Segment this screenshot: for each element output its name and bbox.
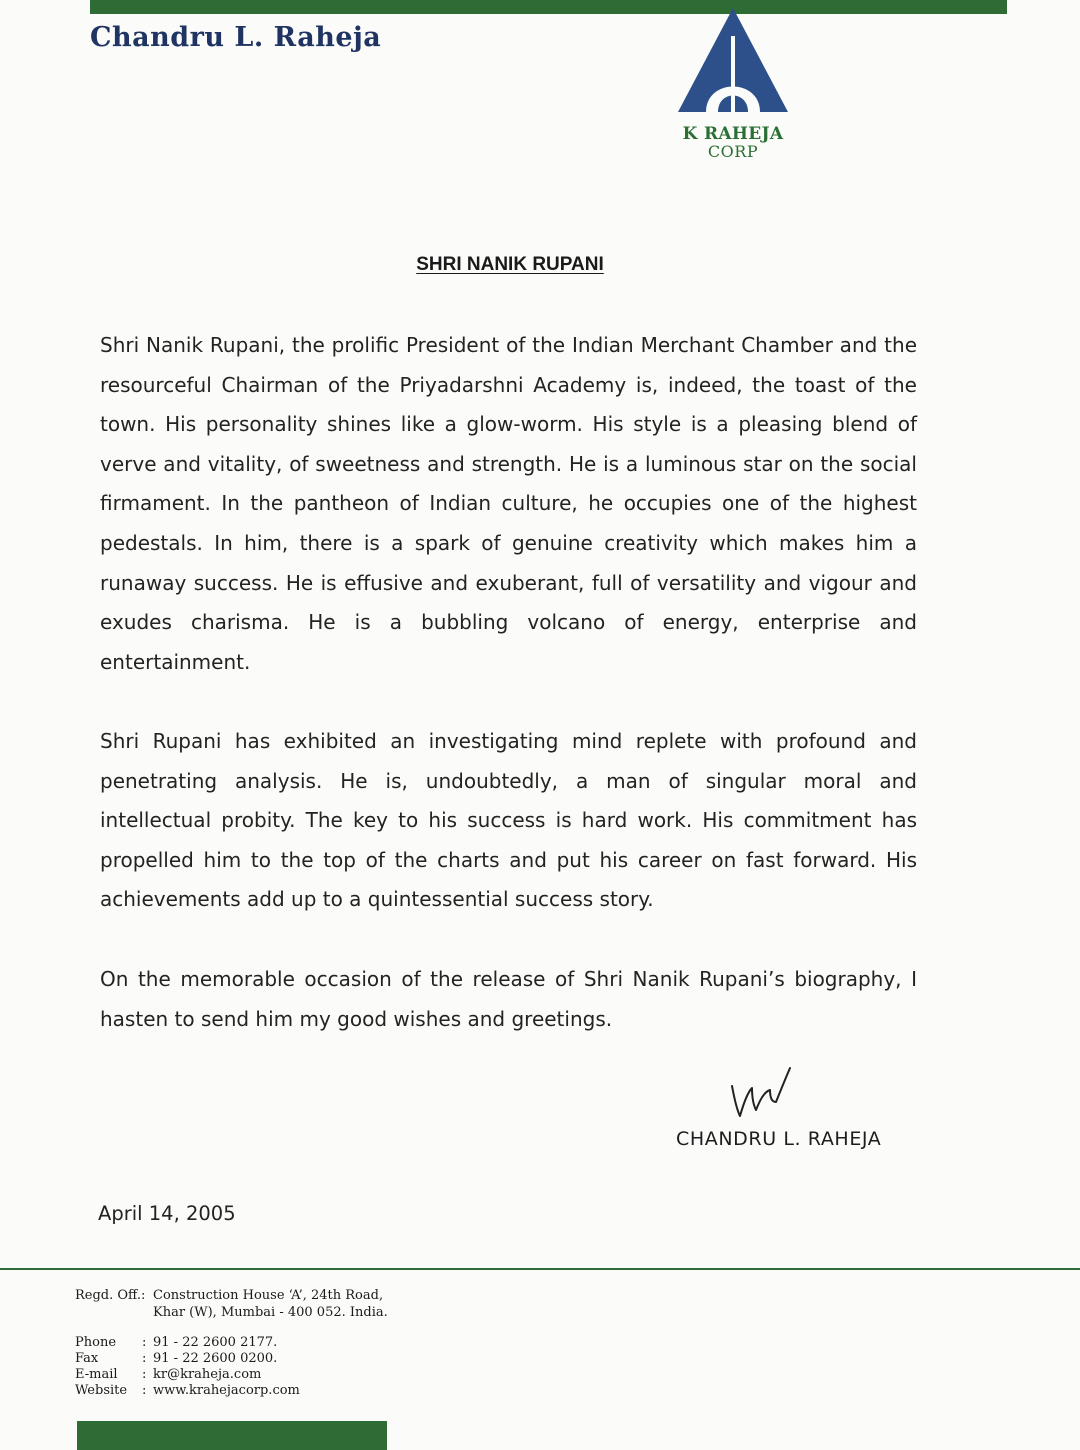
- contact-label: Fax: [75, 1351, 99, 1366]
- contact-value: kr@kraheja.com: [153, 1367, 262, 1382]
- company-logo: [668, 6, 798, 166]
- letter-date: April 14, 2005: [98, 1202, 236, 1225]
- footer-divider: [0, 1268, 1080, 1270]
- letter-paragraph: On the memorable occasion of the release of Shri Nanik Rupani’s biography, I hasten to send him my good wishes and greetings.: [100, 967, 917, 1031]
- contact-separator: :: [142, 1383, 147, 1398]
- logo-subtext: CORP: [707, 142, 759, 161]
- letter-paragraph: Shri Nanik Rupani, the prolific President of the Indian Merchant Chamber and the resourceful Chairman of the Priyadarshni Academy is, indeed, the toast of the town. His personality shines like a glow-worm. His style is a pleasing blend of verve and vitality, of sweetness and strength. He is a luminous star on the social firmament. In the pantheon of Indian culture, he occupies one of the highest pedestals. In him, there is a spark of genuine creativity which makes him a runaway success. He is effusive and exuberant, full of versatility and vigour and exudes charisma. He is a bubbling volcano of energy, enterprise and entertainment.: [100, 333, 917, 674]
- contact-separator: :: [142, 1351, 147, 1366]
- letterhead-name: Chandru L. Raheja: [90, 22, 382, 53]
- contact-separator: :: [142, 1335, 147, 1350]
- contact-label: Phone: [75, 1335, 117, 1350]
- address-line: Construction House ‘A’, 24th Road,: [153, 1288, 384, 1303]
- contact-value: 91 - 22 2600 0200.: [153, 1351, 278, 1366]
- letter-title: SHRI NANIK RUPANI: [416, 254, 604, 275]
- contact-label: E-mail: [75, 1367, 118, 1382]
- letterhead-top-bar: [90, 0, 1007, 14]
- letter-paragraph: Shri Rupani has exhibited an investigating mind replete with profound and penetrating analysis. He is, undoubtedly, a man of singular moral and intellectual probity. The key to his success is hard work. His commitment has propelled him to the top of the charts and put his career on fast forward. His achievements add up to a quintessential success story.: [100, 729, 917, 912]
- address-line: Khar (W), Mumbai - 400 052. India.: [153, 1305, 388, 1320]
- signatory-name: CHANDRU L. RAHEJA: [676, 1128, 882, 1150]
- contact-value: www.krahejacorp.com: [153, 1383, 300, 1398]
- contact-label: Website: [75, 1383, 128, 1398]
- handwritten-signature: [726, 1058, 796, 1120]
- regd-office-label: Regd. Off.:: [75, 1288, 146, 1303]
- k-raheja-corp-logo-icon: [676, 6, 790, 114]
- logo-wordmark: K RAHEJA: [682, 124, 784, 144]
- contact-separator: :: [142, 1367, 147, 1382]
- footer-bottom-bar: [77, 1421, 387, 1450]
- contact-value: 91 - 22 2600 2177.: [153, 1335, 278, 1350]
